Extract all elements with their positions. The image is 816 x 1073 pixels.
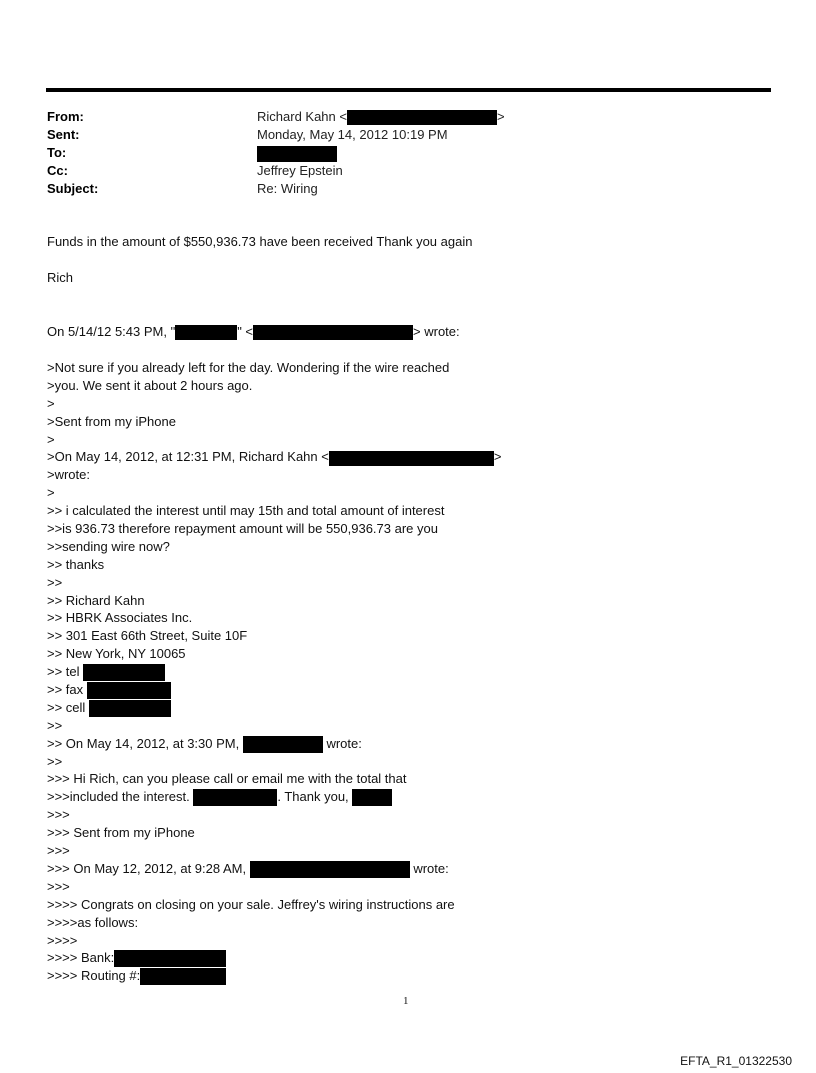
- page-number: 1: [403, 995, 409, 1007]
- redaction: [329, 451, 494, 466]
- cc-value: Jeffrey Epstein: [257, 163, 343, 178]
- body-paragraph: Funds in the amount of $550,936.73 have been received Thank you again: [47, 234, 473, 249]
- redaction: [250, 861, 410, 878]
- quoted-line: [47, 735, 501, 753]
- quoted-text: wrote:: [322, 735, 362, 751]
- quoted-line: >>>>: [47, 932, 78, 948]
- reply-attribution: [47, 323, 460, 341]
- sent-label: Sent:: [47, 127, 80, 142]
- from-close: >: [496, 109, 505, 124]
- quoted-line: >> i calculated the interest until may 15th and total amount of interest: [47, 503, 445, 519]
- quoted-line: >>is 936.73 therefore repayment amount will be 550,936.73 are you: [47, 521, 438, 537]
- quoted-line: >>>> Congrats on closing on your sale. Jeffrey's wiring instructions are: [47, 896, 455, 912]
- quoted-text: >>>> Routing #:: [47, 968, 141, 984]
- quoted-line: >>>: [47, 843, 70, 859]
- quoted-line: [47, 967, 501, 985]
- quoted-line: [47, 699, 501, 717]
- attribution-suffix: > wrote:: [413, 324, 460, 339]
- quoted-line: >: [47, 431, 55, 447]
- quoted-line: >>: [47, 753, 63, 769]
- quoted-line: [47, 681, 501, 699]
- redaction: [89, 700, 171, 717]
- to-value: [257, 144, 337, 162]
- quoted-thread: [47, 359, 501, 985]
- document-id: EFTA_R1_01322530: [680, 1054, 792, 1068]
- quoted-text: >>>included the interest.: [47, 789, 194, 805]
- subject-label: Subject:: [47, 181, 99, 196]
- redaction: [193, 789, 277, 806]
- quoted-line: >> thanks: [47, 556, 105, 572]
- quoted-text: >> fax: [47, 682, 87, 698]
- quoted-line: [47, 663, 501, 681]
- quoted-line: >wrote:: [47, 467, 90, 483]
- quoted-text: >On May 14, 2012, at 12:31 PM, Richard Kahn <: [47, 449, 329, 465]
- redaction: [87, 682, 171, 699]
- redaction: [347, 110, 497, 125]
- quoted-line: [47, 788, 501, 806]
- redaction: [243, 736, 323, 753]
- quoted-line: >> HBRK Associates Inc.: [47, 610, 193, 626]
- quoted-line: >> Richard Kahn: [47, 592, 145, 608]
- quoted-line: [47, 949, 501, 967]
- redaction: [253, 325, 413, 340]
- from-value: [257, 108, 505, 126]
- sent-value: Monday, May 14, 2012 10:19 PM: [257, 127, 448, 142]
- quoted-text: >> tel: [47, 664, 84, 680]
- quoted-line: >>> Hi Rich, can you please call or email me with the total that: [47, 771, 407, 787]
- from-label: From:: [47, 109, 84, 124]
- quoted-text: >>>> Bank:: [47, 950, 115, 966]
- quoted-line: >>: [47, 717, 63, 733]
- quoted-line: >: [47, 395, 55, 411]
- quoted-line: >Sent from my iPhone: [47, 413, 176, 429]
- header-rule: [46, 88, 771, 92]
- quoted-line: >>sending wire now?: [47, 538, 170, 554]
- redaction: [114, 950, 226, 967]
- quoted-text: . Thank you,: [277, 789, 353, 805]
- attribution-prefix: On 5/14/12 5:43 PM, ": [47, 324, 176, 339]
- redaction: [140, 968, 226, 985]
- from-name: Richard Kahn <: [257, 109, 347, 124]
- quoted-text: >> On May 14, 2012, at 3:30 PM,: [47, 735, 243, 751]
- subject-value: Re: Wiring: [257, 181, 318, 196]
- quoted-line: >: [47, 485, 55, 501]
- attribution-mid: " <: [237, 324, 254, 339]
- quoted-line: >>: [47, 574, 63, 590]
- redaction: [83, 664, 165, 681]
- cc-label: Cc:: [47, 163, 68, 178]
- quoted-text: >> cell: [47, 699, 89, 715]
- to-label: To:: [47, 145, 67, 160]
- redaction: [352, 789, 392, 806]
- quoted-line: [47, 448, 501, 466]
- quoted-text: >: [493, 449, 502, 465]
- redaction: [175, 325, 237, 340]
- quoted-line: >Not sure if you already left for the day. Wondering if the wire reached: [47, 360, 450, 375]
- quoted-line: >> New York, NY 10065: [47, 646, 186, 662]
- quoted-text: wrote:: [409, 860, 449, 876]
- redaction: [257, 146, 337, 162]
- quoted-line: >>>: [47, 807, 70, 823]
- quoted-line: >>> Sent from my iPhone: [47, 825, 195, 841]
- quoted-line: >you. We sent it about 2 hours ago.: [47, 377, 253, 393]
- quoted-line: >>>>as follows:: [47, 914, 139, 930]
- signoff: Rich: [47, 270, 74, 285]
- quoted-line: >> 301 East 66th Street, Suite 10F: [47, 628, 248, 644]
- quoted-line: [47, 860, 501, 878]
- quoted-line: >>>: [47, 878, 70, 894]
- quoted-text: >>> On May 12, 2012, at 9:28 AM,: [47, 860, 250, 876]
